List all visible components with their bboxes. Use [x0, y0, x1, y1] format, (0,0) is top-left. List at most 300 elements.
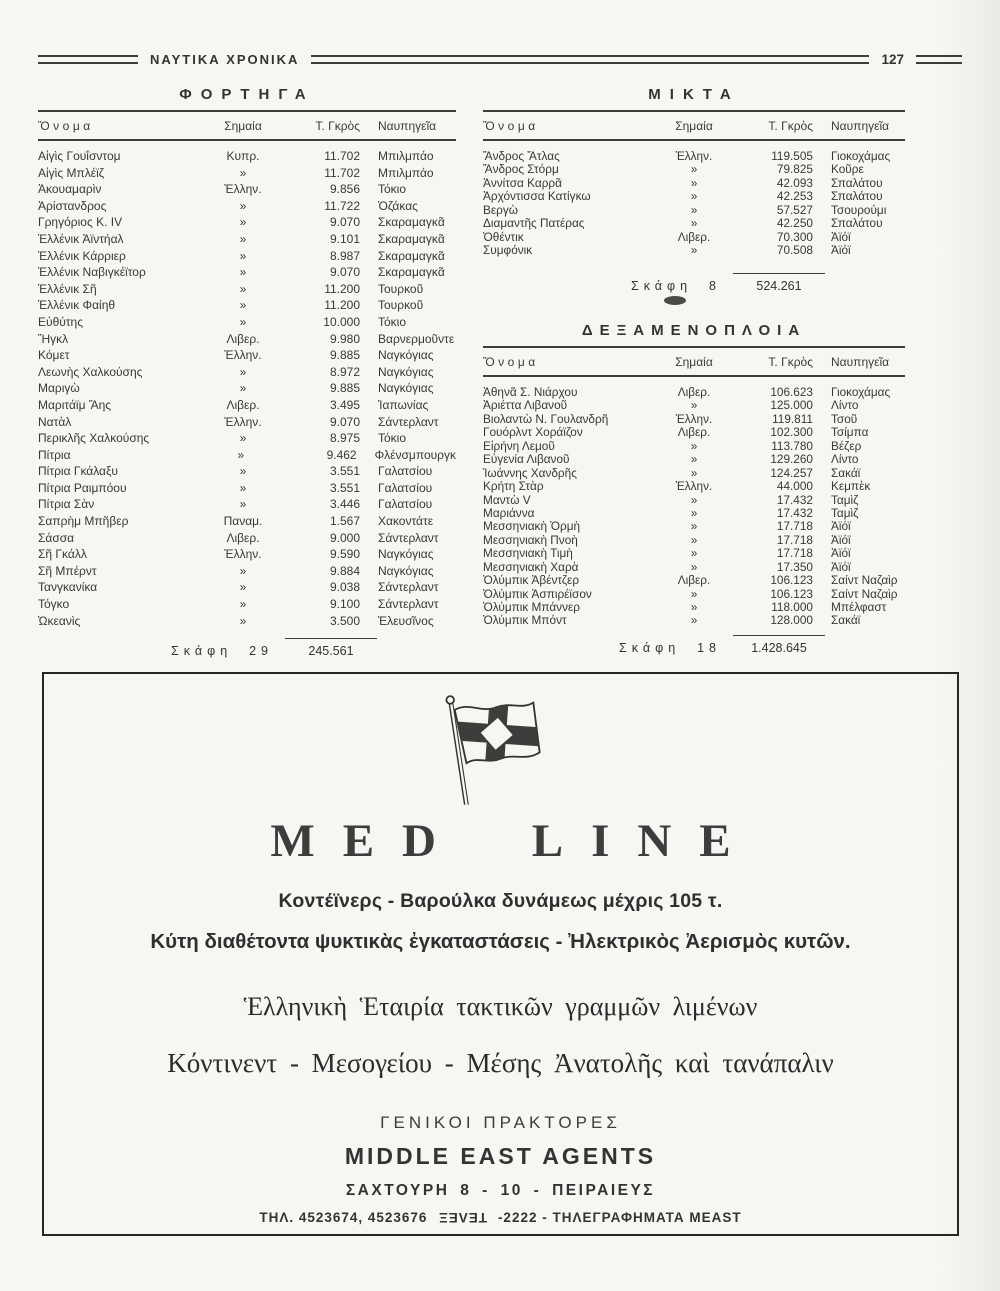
- col-header-gross: Τ. Γκρὸς: [315, 119, 360, 133]
- ship-name: Μαριτάϊμ Ἄης: [38, 397, 112, 412]
- agents-label-english: MIDDLE EAST AGENTS: [344, 1143, 657, 1169]
- flag: Ἑλλην.: [224, 547, 262, 562]
- flag: »: [239, 248, 247, 263]
- running-head: [38, 52, 962, 67]
- flag: Παναμ.: [223, 514, 263, 529]
- shipyard: Σαίντ Ναζαὶρ: [831, 573, 898, 588]
- shipyard: Τόκιο: [378, 314, 407, 329]
- table-row: [483, 533, 905, 546]
- ad-feature-line-1: Κοντέϊνερς - Βαρούλκα δυνάμεως μέχρις 105 τ.: [278, 890, 723, 912]
- shipyard: Γιοκοχάμας: [831, 149, 891, 163]
- flag: »: [690, 559, 698, 574]
- flag: Λιβερ.: [226, 331, 260, 346]
- flag: »: [239, 215, 247, 230]
- ship-name: Νατὰλ: [38, 414, 72, 429]
- shipyard: Ἀϊόϊ: [831, 559, 851, 574]
- table-row: [483, 466, 905, 479]
- shipyard: Χακοντάτε: [378, 514, 434, 529]
- gross-tonnage: 8.987: [329, 248, 360, 263]
- med-line-advertisement: [42, 672, 959, 1236]
- table-row: [38, 365, 456, 382]
- col-header-gross: Τ. Γκρὸς: [768, 119, 813, 133]
- shipyard: Σακάϊ: [831, 613, 861, 628]
- gross-tonnage: 106.123: [770, 586, 813, 601]
- table-row: [483, 216, 905, 229]
- table-row: [38, 282, 456, 299]
- gross-tonnage: 42.253: [776, 189, 813, 204]
- table-row: [38, 381, 456, 398]
- table-header: [38, 110, 456, 141]
- ship-name: Ἰωάννης Χανδρῆς: [483, 465, 577, 480]
- ship-name: Μαριγὼ: [38, 381, 80, 396]
- ship-name: Μαριάννα: [483, 505, 535, 520]
- flag: »: [239, 364, 247, 379]
- table-row: [38, 315, 456, 332]
- ship-name: Μεσσηνιακὴ Χαρὰ: [483, 559, 579, 574]
- gross-tonnage: 3.551: [329, 464, 360, 479]
- mixed-ships-table: [483, 110, 905, 293]
- shipyard: Ναγκόγιας: [378, 381, 434, 396]
- table-row: [483, 600, 905, 613]
- shipyard: Κεμπὲκ: [831, 479, 871, 494]
- gross-tonnage: 9.100: [329, 597, 360, 612]
- table-row: [38, 415, 456, 432]
- flag: Ἑλλην.: [675, 149, 713, 163]
- table-row: [483, 203, 905, 216]
- shipyard: Σκαραμαγκᾶ: [378, 265, 445, 280]
- ship-name: Περικλῆς Χαλκούσης: [38, 431, 150, 446]
- shipyard: Ναγκόγιας: [378, 364, 434, 379]
- table-row: [38, 166, 456, 183]
- flag: »: [690, 202, 698, 217]
- shipyard: Ὀζάκας: [378, 198, 418, 213]
- gross-tonnage: 9.885: [329, 348, 360, 363]
- total-label: Σκάφη 29: [171, 644, 273, 659]
- table-total-row: [483, 635, 905, 655]
- gross-tonnage: 9.101: [329, 231, 360, 246]
- gross-tonnage: 9.884: [329, 563, 360, 578]
- col-header-name: Ὄνομα: [483, 355, 539, 369]
- flag: »: [239, 480, 247, 495]
- shipyard: Μπιλμπάο: [378, 149, 434, 163]
- gross-tonnage: 3.500: [329, 613, 360, 628]
- flag: »: [690, 189, 698, 204]
- ship-name: Πίτρια: [38, 447, 71, 462]
- gross-tonnage: 106.623: [770, 385, 813, 399]
- ship-name: Ὀλύμπικ Μπάννερ: [483, 600, 580, 614]
- ship-name: Ἑλλένικ Σῆ: [38, 281, 97, 296]
- section-divider-ornament: [664, 296, 686, 305]
- gross-tonnage: 11.200: [324, 298, 360, 313]
- col-header-yard: Ναυπηγεῖα: [378, 119, 437, 133]
- gross-tonnage: 9.590: [329, 547, 360, 562]
- shipyard: Σακάϊ: [831, 465, 861, 480]
- ship-name: Ἀριέττα Λιβανοῦ: [483, 398, 568, 413]
- ship-name: Τανγκανίκα: [38, 580, 98, 595]
- shipyard: Τόκιο: [378, 182, 407, 197]
- gross-tonnage: 42.093: [776, 175, 813, 190]
- table-row: [483, 149, 905, 162]
- shipyard: Γιοκοχάμας: [831, 385, 891, 399]
- flag: »: [239, 431, 247, 446]
- telex-and-telegrams: -2222 - ΤΗΛΕΓΡΑΦΗΜΑΤΑ MEAST: [497, 1210, 742, 1225]
- table-row: [38, 564, 456, 581]
- telex-word-upside-down: ΤΕΛΕΞ: [438, 1210, 488, 1225]
- table-row: [38, 398, 456, 415]
- table-total-row: [38, 638, 456, 658]
- table-row: [483, 412, 905, 425]
- shipyard: Ταμὶζ: [831, 505, 859, 520]
- flag: »: [690, 452, 698, 467]
- section-title-mixed: ΜΙΚΤΑ: [648, 86, 740, 103]
- ship-name: Μαντὼ V: [483, 492, 531, 507]
- total-tonnage: 1.428.645: [733, 635, 825, 655]
- flag: »: [239, 281, 247, 296]
- ship-name: Ἑλλένικ Ναβιγκέϊτορ: [38, 265, 146, 280]
- flag: Λιβερ.: [677, 229, 711, 244]
- gross-tonnage: 9.462: [326, 447, 357, 462]
- table-row: [483, 479, 905, 492]
- ship-name: Μεσσηνιακὴ Πνοὴ: [483, 532, 578, 547]
- table-row: [38, 199, 456, 216]
- shipyard: Γαλατσίου: [378, 480, 433, 495]
- ship-name: Σῆ Γκάλλ: [38, 547, 87, 562]
- table-row: [38, 580, 456, 597]
- ship-name: Συμφόνικ: [483, 243, 533, 258]
- shipyard: Ναγκόγιας: [378, 547, 434, 562]
- table-row: [38, 298, 456, 315]
- gross-tonnage: 9.980: [329, 331, 360, 346]
- gross-tonnage: 113.780: [771, 438, 813, 453]
- ship-name: Κόμετ: [38, 348, 70, 363]
- ship-name: Μεσσηνιακὴ Ὁρμὴ: [483, 519, 581, 534]
- gross-tonnage: 125.000: [770, 398, 813, 413]
- flag: »: [239, 563, 247, 578]
- total-tonnage: 524.261: [733, 273, 825, 293]
- ship-name: Εὐθύτης: [38, 314, 83, 329]
- ship-name: Πίτρια Σὰν: [38, 497, 95, 512]
- table-row: [38, 464, 456, 481]
- table-row: [483, 506, 905, 519]
- cargo-ships-table: [38, 110, 456, 658]
- ship-name: Αἰγὶς Μπλέϊζ: [38, 165, 105, 180]
- col-header-flag: Σημαία: [675, 119, 713, 133]
- flag: »: [239, 231, 247, 246]
- table-row: [483, 519, 905, 532]
- flag: »: [239, 314, 247, 329]
- table-row: [38, 149, 456, 166]
- shipyard: Βέζερ: [831, 438, 862, 453]
- table-row: [483, 613, 905, 626]
- shipyard: Ἰαπωνίας: [378, 397, 429, 412]
- shipyard: Ἀϊόϊ: [831, 229, 851, 244]
- gross-tonnage: 128.000: [770, 613, 813, 628]
- col-header-yard: Ναυπηγεῖα: [831, 355, 890, 369]
- gross-tonnage: 11.722: [324, 198, 360, 213]
- gross-tonnage: 3.446: [329, 497, 360, 512]
- flag: »: [239, 298, 247, 313]
- ship-name: Εἰρήνη Λεμοῦ: [483, 438, 555, 453]
- flag: Ἑλλην.: [675, 411, 713, 426]
- flag: Λιβερ.: [677, 385, 711, 399]
- shipyard: Ἀϊόϊ: [831, 546, 851, 561]
- gross-tonnage: 70.300: [776, 229, 813, 244]
- flag: »: [239, 580, 247, 595]
- gross-tonnage: 17.718: [776, 546, 813, 561]
- table-row: [483, 573, 905, 586]
- shipyard: Ἀϊόϊ: [831, 519, 851, 534]
- table-row: [38, 348, 456, 365]
- flag: »: [690, 519, 698, 534]
- ship-name: Σάσσα: [38, 530, 75, 545]
- gross-tonnage: 129.260: [770, 452, 813, 467]
- gross-tonnage: 9.070: [329, 414, 360, 429]
- ship-name: Ὀλύμπικ Ἀσπιρέϊσον: [483, 586, 592, 601]
- table-row: [38, 514, 456, 531]
- gross-tonnage: 9.885: [329, 381, 360, 396]
- gross-tonnage: 9.070: [329, 215, 360, 230]
- table-row: [483, 493, 905, 506]
- flag: Λιβερ.: [677, 425, 711, 440]
- shipyard: Τουρκοῦ: [378, 298, 424, 313]
- shipyard: Μπιλμπάο: [378, 165, 434, 180]
- shipyard: Κοῦρε: [831, 162, 864, 177]
- col-header-yard: Ναυπηγεῖα: [831, 119, 890, 133]
- gross-tonnage: 124.257: [770, 465, 813, 480]
- flag: Ἑλλην.: [224, 348, 262, 363]
- table-row: [483, 560, 905, 573]
- page-number: 127: [881, 52, 904, 67]
- gross-tonnage: 9.070: [329, 265, 360, 280]
- table-row: [483, 425, 905, 438]
- flag: Λιβερ.: [226, 397, 260, 412]
- gross-tonnage: 106.123: [770, 573, 813, 588]
- flag: Κυπρ.: [226, 149, 260, 163]
- total-tonnage: 245.561: [285, 638, 377, 658]
- flag: »: [239, 165, 247, 180]
- table-row: [38, 597, 456, 614]
- shipyard: Σαίντ Ναζαὶρ: [831, 586, 898, 601]
- shipyard: Βαρνερμοῦντε: [378, 331, 455, 346]
- ship-name: Ὀλύμπικ Ἀβέντζερ: [483, 573, 580, 588]
- table-row: [38, 332, 456, 349]
- ship-name: Τόγκο: [38, 597, 70, 612]
- gross-tonnage: 17.350: [776, 559, 813, 574]
- gross-tonnage: 44.000: [776, 479, 813, 494]
- table-body: [483, 141, 905, 257]
- gross-tonnage: 70.508: [776, 243, 813, 258]
- med-line-house-flag-icon: [424, 690, 578, 812]
- flag: »: [239, 265, 247, 280]
- table-row: [38, 215, 456, 232]
- flag: »: [239, 613, 247, 628]
- ad-address: ΣΑΧΤΟΥΡΗ 8 - 10 - ΠΕΙΡΑΙΕΥΣ: [345, 1182, 656, 1199]
- col-header-name: Ὄνομα: [483, 119, 539, 133]
- gross-tonnage: 17.718: [776, 519, 813, 534]
- col-header-gross: Τ. Γκρὸς: [768, 355, 813, 369]
- flag: »: [239, 464, 247, 479]
- ship-name: Γουόρλντ Χοράϊζον: [483, 425, 583, 440]
- ship-name: Σαπρὴμ Μπῆβερ: [38, 514, 129, 529]
- shipyard: Μπέλφαστ: [831, 600, 887, 614]
- shipyard: Τουρκοῦ: [378, 281, 424, 296]
- table-row: [483, 230, 905, 243]
- table-header: [483, 346, 905, 377]
- table-row: [483, 398, 905, 411]
- brand-wordmark: MED LINE: [270, 815, 759, 867]
- table-row: [38, 614, 456, 631]
- ship-name: Ὀλύμπικ Μπόντ: [483, 613, 567, 628]
- flag: Ἑλλην.: [224, 414, 262, 429]
- gross-tonnage: 9.038: [329, 580, 360, 595]
- shipyard: Γαλατσίου: [378, 497, 433, 512]
- table-total-row: [483, 273, 905, 293]
- ship-name: Ἀννίτσα Καρρᾶ: [483, 175, 562, 190]
- ship-name: Ἀκουαμαρὶν: [38, 182, 102, 197]
- gross-tonnage: 57.527: [776, 202, 813, 217]
- total-label: Σκάφη 18: [619, 640, 721, 655]
- flag: »: [239, 497, 247, 512]
- ship-name: Εὐγενία Λιβανοῦ: [483, 452, 570, 467]
- ship-name: Αἰγὶς Γουΐσντομ: [38, 149, 121, 163]
- shipyard: Τσίμπα: [831, 425, 869, 440]
- gross-tonnage: 8.972: [329, 364, 360, 379]
- flag: »: [690, 465, 698, 480]
- table-row: [38, 182, 456, 199]
- gross-tonnage: 17.718: [776, 532, 813, 547]
- flag: »: [690, 398, 698, 413]
- flag: Ἑλλην.: [224, 182, 262, 197]
- ship-name: Πίτρια Ραιμπόου: [38, 480, 127, 495]
- ship-name: Ἤγκλ: [38, 331, 69, 346]
- ship-name: Ἀθηνᾶ Σ. Νιάρχου: [483, 385, 578, 399]
- ship-name: Ἑλλένικ Φαίηθ: [38, 298, 116, 313]
- gross-tonnage: 8.975: [329, 431, 360, 446]
- gross-tonnage: 1.567: [329, 514, 360, 529]
- section-title-tankers: ΔΕΞΑΜΕΝΟΠΛΟΙΑ: [581, 322, 807, 339]
- table-row: [38, 431, 456, 448]
- table-row: [483, 176, 905, 189]
- table-row: [38, 232, 456, 249]
- section-title-cargo: ΦΟΡΤΗΓΑ: [179, 86, 315, 103]
- shipyard: Ἀϊόϊ: [831, 532, 851, 547]
- ship-name: Ἀρχόντισσα Κατίγκω: [483, 189, 591, 204]
- shipyard: Σάντερλαντ: [378, 597, 439, 612]
- shipyard: Τόκιο: [378, 431, 407, 446]
- ship-name: Ἑλλένικ Ἀϊντήαλ: [38, 231, 124, 246]
- table-body: [483, 377, 905, 627]
- phone-numbers: ΤΗΛ. 4523674, 4523676: [259, 1210, 428, 1225]
- gross-tonnage: 11.200: [324, 281, 360, 296]
- ship-name: Βιολαντὼ Ν. Γουλανδρῆ: [483, 411, 609, 426]
- flag: »: [690, 492, 698, 507]
- table-body: [38, 141, 456, 630]
- ship-name: Μεσσηνιακὴ Τιμὴ: [483, 546, 573, 561]
- ship-name: Κρήτη Στὰρ: [483, 479, 544, 494]
- ship-name: Ἄνδρος Στόρμ: [483, 162, 559, 177]
- col-header-name: Ὄνομα: [38, 119, 94, 133]
- ship-name: Διαμαντῆς Πατέρας: [483, 216, 585, 231]
- ship-name: Ὠκεανὶς: [38, 613, 81, 628]
- table-row: [483, 452, 905, 465]
- ship-name: Ἀρίστανδρος: [38, 198, 107, 213]
- gross-tonnage: 3.551: [329, 480, 360, 495]
- shipyard: Λίντο: [831, 398, 859, 413]
- shipyard: Τσοῦ: [831, 411, 858, 426]
- gross-tonnage: 17.432: [776, 505, 813, 520]
- shipyard: Ἐλευσῖνος: [378, 613, 434, 628]
- tankers-table: [483, 346, 905, 655]
- flag: »: [690, 505, 698, 520]
- total-label: Σκάφη 8: [630, 278, 721, 293]
- table-row: [483, 243, 905, 256]
- table-row: [38, 448, 456, 465]
- gross-tonnage: 42.250: [776, 216, 813, 231]
- table-row: [483, 439, 905, 452]
- shipyard: Σκαραμαγκᾶ: [378, 248, 445, 263]
- shipyard: Ναγκόγιας: [378, 563, 434, 578]
- shipyard: Ταμὶζ: [831, 492, 859, 507]
- col-header-flag: Σημαία: [675, 355, 713, 369]
- ship-name: Ἄνδρος Ἄτλας: [483, 149, 560, 163]
- gross-tonnage: 119.811: [772, 411, 813, 426]
- flag: Ἑλλην.: [675, 479, 713, 494]
- gross-tonnage: 118.000: [771, 600, 813, 614]
- shipyard: Ἀϊόϊ: [831, 243, 851, 258]
- table-row: [483, 587, 905, 600]
- shipyard: Σκαραμαγκᾶ: [378, 215, 445, 230]
- flag: »: [237, 447, 245, 462]
- gross-tonnage: 9.856: [329, 182, 360, 197]
- ship-name: Σῆ Μπέρντ: [38, 563, 97, 578]
- double-rule: [38, 55, 138, 64]
- table-row: [483, 546, 905, 559]
- flag: »: [690, 243, 698, 258]
- shipyard: Λίντο: [831, 452, 859, 467]
- shipyard: Σπαλάτου: [831, 189, 883, 204]
- flag: »: [690, 546, 698, 561]
- flag: »: [690, 613, 698, 628]
- flag: »: [690, 438, 698, 453]
- gross-tonnage: 119.505: [771, 149, 813, 163]
- shipyard: Τσουρούμι: [831, 202, 887, 217]
- table-row: [38, 497, 456, 514]
- ship-name: Γρηγόριος Κ. IV: [38, 215, 123, 230]
- flag: »: [690, 162, 698, 177]
- shipyard: Φλένσμπουργκ: [374, 447, 457, 462]
- flag: »: [239, 597, 247, 612]
- flag: »: [690, 600, 698, 614]
- shipyard: Σκαραμαγκᾶ: [378, 231, 445, 246]
- ship-name: Λεωνὴς Χαλκούσης: [38, 364, 143, 379]
- shipyard: Σπαλάτου: [831, 175, 883, 190]
- ad-contact-line: [259, 1210, 741, 1225]
- gross-tonnage: 9.000: [329, 530, 360, 545]
- shipyard: Σάντερλαντ: [378, 580, 439, 595]
- gross-tonnage: 11.702: [324, 165, 360, 180]
- flag: Λιβερ.: [226, 530, 260, 545]
- table-row: [38, 249, 456, 266]
- shipyard: Σάντερλαντ: [378, 414, 439, 429]
- table-row: [483, 189, 905, 202]
- shipyard: Ναγκόγιας: [378, 348, 434, 363]
- flag: »: [239, 381, 247, 396]
- gross-tonnage: 79.825: [776, 162, 813, 177]
- double-rule: [916, 55, 962, 64]
- shipyard: Γαλατσίου: [378, 464, 433, 479]
- gross-tonnage: 3.495: [329, 397, 360, 412]
- table-row: [38, 265, 456, 282]
